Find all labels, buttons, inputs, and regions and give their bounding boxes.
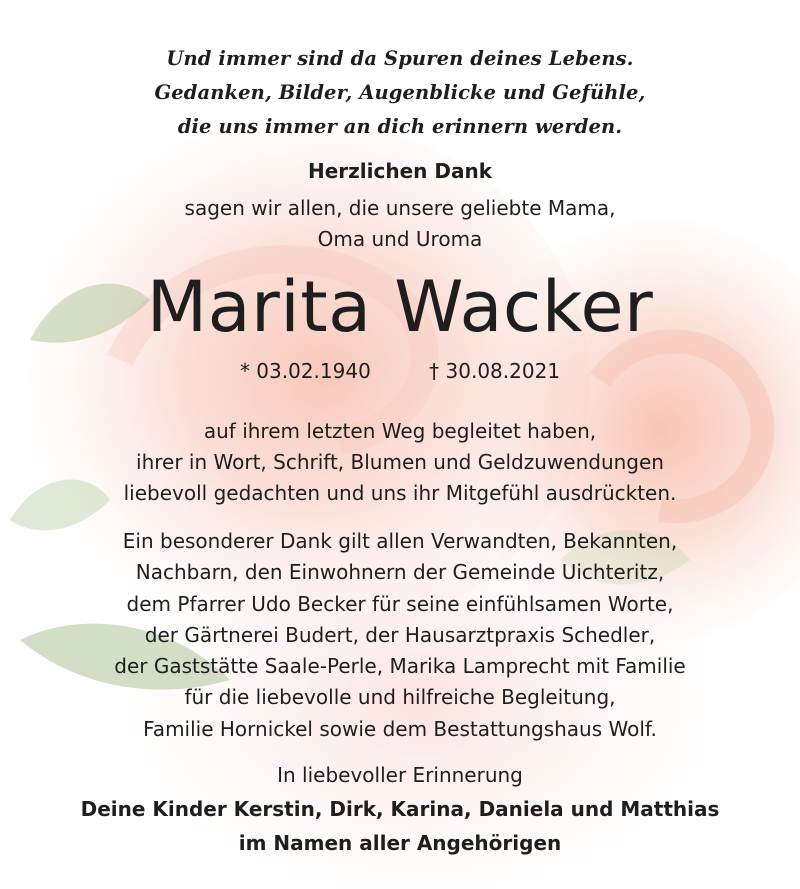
signers-block xyxy=(0,792,800,860)
closing-line: In liebevoller Erinnerung xyxy=(277,763,523,787)
paragraph-line: der Gärtnerei Budert, der Hausarztpraxis Schedler, xyxy=(144,622,656,647)
intro-line: Oma und Uroma xyxy=(317,227,483,251)
deceased-name: Marita Wacker xyxy=(146,266,654,348)
paragraph-line: dem Pfarrer Udo Becker für seine einfühlsamen Worte, xyxy=(126,591,674,616)
thanks-intro xyxy=(0,193,800,255)
paragraph-line: Familie Hornickel sowie dem Bestattungshaus Wolf. xyxy=(143,716,657,741)
paragraph-line: ihrer in Wort, Schrift, Blumen und Geldzuwendungen xyxy=(136,450,664,474)
paragraph-line: Ein besonderer Dank gilt allen Verwandten, Bekannten, xyxy=(122,529,678,553)
thanks-paragraph-2 xyxy=(0,526,800,745)
thanks-paragraph-1 xyxy=(0,416,800,509)
poem-line: Und immer sind da Spuren deines Lebens. xyxy=(166,47,634,70)
signer-line: im Namen aller Angehörigen xyxy=(238,831,562,855)
life-dates xyxy=(0,356,800,386)
poem-line: die uns immer an dich erinnern werden. xyxy=(177,115,623,138)
paragraph-line: auf ihrem letzten Weg begleitet haben, xyxy=(203,419,597,443)
thanks-heading: Herzlichen Dank xyxy=(307,159,492,183)
signer-line: Deine Kinder Kerstin, Dirk, Karina, Daniela und Matthias xyxy=(80,797,720,821)
intro-line: sagen wir allen, die unsere geliebte Mama, xyxy=(184,196,616,220)
paragraph-line: Nachbarn, den Einwohnern der Gemeinde Uichteritz, xyxy=(135,560,665,585)
poem-line: Gedanken, Bilder, Augenblicke und Gefühle, xyxy=(154,81,646,104)
birth-date: * 03.02.1940 xyxy=(239,359,371,383)
death-date: † 30.08.2021 xyxy=(429,359,561,383)
poem-block xyxy=(0,42,800,144)
paragraph-line: liebevoll gedachten und uns ihr Mitgefühl ausdrückten. xyxy=(123,481,677,505)
paragraph-line: für die liebevolle und hilfreiche Begleitung, xyxy=(184,685,616,710)
paragraph-line: der Gaststätte Saale-Perle, Marika Lamprecht mit Familie xyxy=(114,654,686,679)
